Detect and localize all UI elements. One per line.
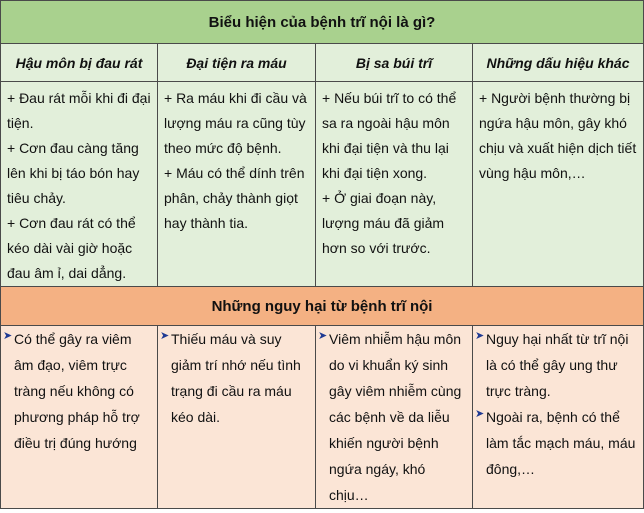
- symptom-cell-bleeding: [158, 82, 316, 287]
- arrow-bullet-icon: ➤: [475, 330, 485, 342]
- col-header-anal-pain: Hậu môn bị đau rát: [1, 44, 158, 82]
- arrow-bullet-icon: ➤: [3, 330, 13, 342]
- harm-cell-1: [1, 326, 158, 509]
- col-header-bleeding: Đại tiện ra máu: [158, 44, 316, 82]
- harm-item: [475, 404, 638, 482]
- harm-item: [318, 326, 467, 508]
- harm-item: [3, 326, 152, 456]
- harm-item-text: Ngoài ra, bệnh có thể làm tắc mạch máu, máu đông,…: [486, 409, 636, 477]
- symptom-item: + Người bệnh thường bị ngứa hậu môn, gây khó chịu và xuất hiện dịch tiết vùng hậu môn,…: [479, 90, 637, 181]
- symptom-item: + Máu có thể dính trên phân, chảy thành giọt hay thành tia.: [164, 165, 305, 231]
- harm-cell-4: [473, 326, 644, 509]
- col-header-prolapse: Bị sa búi trĩ: [316, 44, 473, 82]
- arrow-bullet-icon: ➤: [318, 330, 328, 342]
- arrow-bullet-icon: ➤: [475, 408, 485, 420]
- symptom-item: + Ở giai đoạn này, lượng máu đã giảm hơn so với trước.: [322, 190, 445, 256]
- harm-item-text: Viêm nhiễm hậu môn do vi khuẩn ký sinh gây viêm nhiễm cùng các bệnh về da liễu khiến người bệnh ngứa ngáy, khó chịu…: [329, 331, 462, 503]
- symptom-item: + Đau rát mỗi khi đi đại tiện.: [7, 90, 151, 131]
- harm-cell-2: [158, 326, 316, 509]
- harm-item: [475, 326, 638, 404]
- symptom-item: + Cơn đau càng tăng lên khi bị táo bón hay tiêu chảy.: [7, 140, 140, 206]
- symptom-item: + Nếu búi trĩ to có thể sa ra ngoài hậu môn khi đại tiện và thu lại khi đại tiện xong.: [322, 90, 457, 181]
- col-header-other-signs: Những dấu hiệu khác: [473, 44, 644, 82]
- harm-item-text: Có thể gây ra viêm âm đạo, viêm trực tràng nếu không có phương pháp hỗ trợ điều trị đúng hướng: [14, 331, 140, 451]
- symptom-cell-prolapse: [316, 82, 473, 287]
- symptom-item: + Cơn đau rát có thể kéo dài vài giờ hoặc đau âm ỉ, dai dẳng.: [7, 215, 136, 281]
- symptom-cell-anal-pain: [1, 82, 158, 287]
- section1-title: Biểu hiện của bệnh trĩ nội là gì?: [1, 1, 644, 44]
- symptom-item: + Ra máu khi đi cầu và lượng máu ra cũng tùy theo mức độ bệnh.: [164, 90, 307, 156]
- symptom-cell-other-signs: [473, 82, 644, 287]
- harm-cell-3: [316, 326, 473, 509]
- harm-item: [160, 326, 310, 430]
- harm-item-text: Nguy hại nhất từ trĩ nội là có thể gây ung thư trực tràng.: [486, 331, 629, 399]
- arrow-bullet-icon: ➤: [160, 330, 170, 342]
- section2-title: Những nguy hại từ bệnh trĩ nội: [1, 287, 644, 326]
- harm-item-text: Thiếu máu và suy giảm trí nhớ nếu tình trạng đi cầu ra máu kéo dài.: [171, 331, 301, 425]
